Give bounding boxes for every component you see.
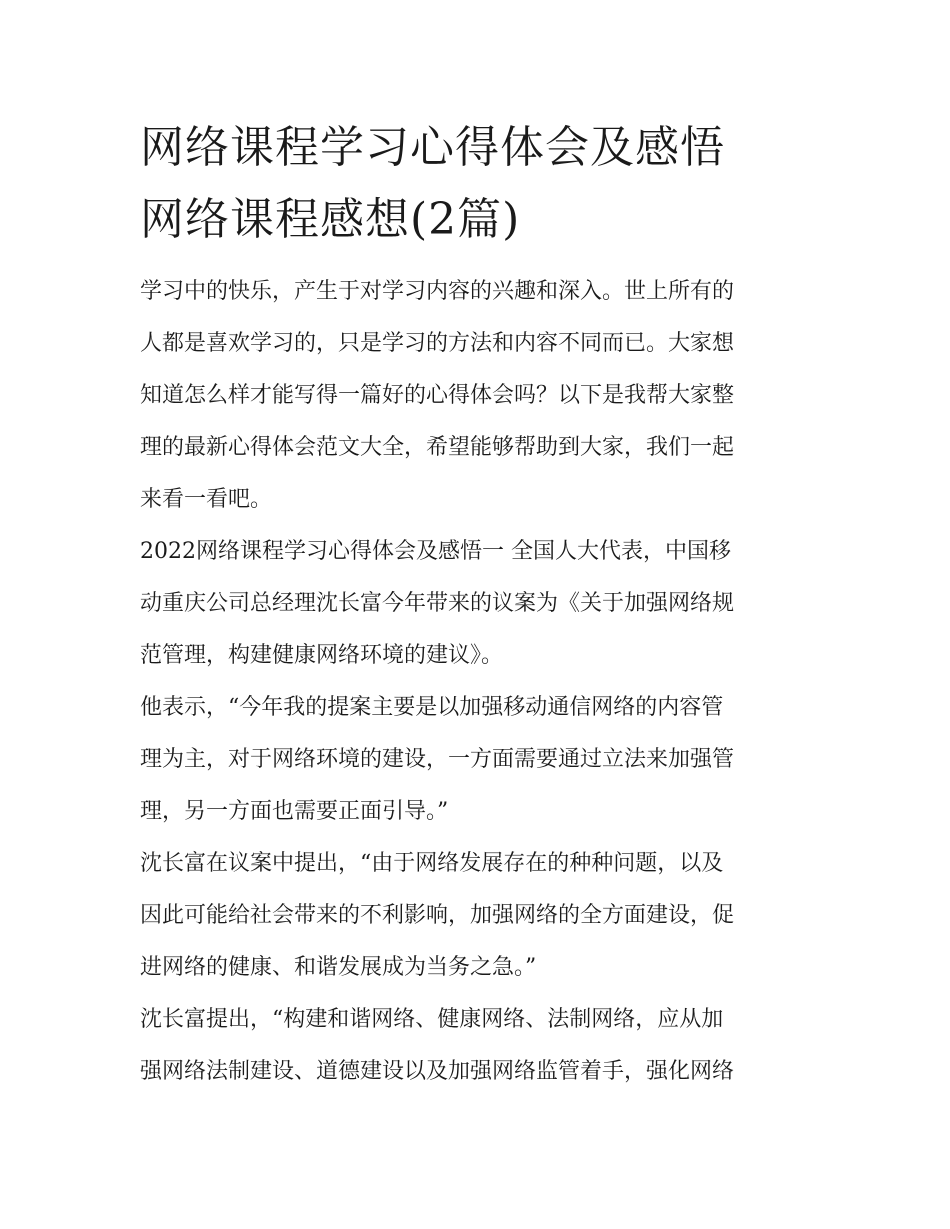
paragraph-line: 2022网络课程学习心得体会及感悟一 全国人大代表，中国移 [140,539,731,564]
title-line-2: 网络课程感想(2篇) [140,194,521,245]
paragraph-line: 沈长富在议案中提出，“由于网络发展存在的种种问题，以及 [140,851,724,876]
paragraph-line: 因此可能给社会带来的不利影响，加强网络的全方面建设，促 [140,903,735,928]
paragraph-line: 理，另一方面也需要正面引导。” [140,799,449,824]
document-body [140,112,812,1098]
paragraph-measures [140,994,812,1098]
paragraph-line: 理的最新心得体会范文大全，希望能够帮助到大家，我们一起 [140,435,735,460]
paragraph-line: 来看一看吧。 [140,487,273,512]
paragraph-line: 强网络法制建设、道德建设以及加强网络监管着手，强化网络 [140,1059,735,1084]
paragraph-line: 范管理，构建健康网络环境的建议》。 [140,643,504,668]
paragraph-line: 他表示，“今年我的提案主要是以加强移动通信网络的内容管 [140,695,724,720]
title-line-1: 网络课程学习心得体会及感悟 [140,122,725,173]
document-title [140,112,812,256]
paragraph-line: 进网络的健康、和谐发展成为当务之急。” [140,955,537,980]
paragraph-line: 沈长富提出，“构建和谐网络、健康网络、法制网络，应从加 [140,1007,724,1032]
paragraph-line: 理为主，对于网络环境的建设，一方面需要通过立法来加强管 [140,747,735,772]
paragraph-line: 知道怎么样才能写得一篇好的心得体会吗？以下是我帮大家整 [140,383,735,408]
paragraph-line: 人都是喜欢学习的，只是学习的方法和内容不同而已。大家想 [140,331,735,356]
paragraph-intro [140,266,812,526]
paragraph-statement [140,682,812,838]
paragraph-proposal [140,526,812,682]
paragraph-issues [140,838,812,994]
paragraph-line: 动重庆公司总经理沈长富今年带来的议案为《关于加强网络规 [140,591,735,616]
paragraph-line: 学习中的快乐，产生于对学习内容的兴趣和深入。世上所有的 [140,279,735,304]
